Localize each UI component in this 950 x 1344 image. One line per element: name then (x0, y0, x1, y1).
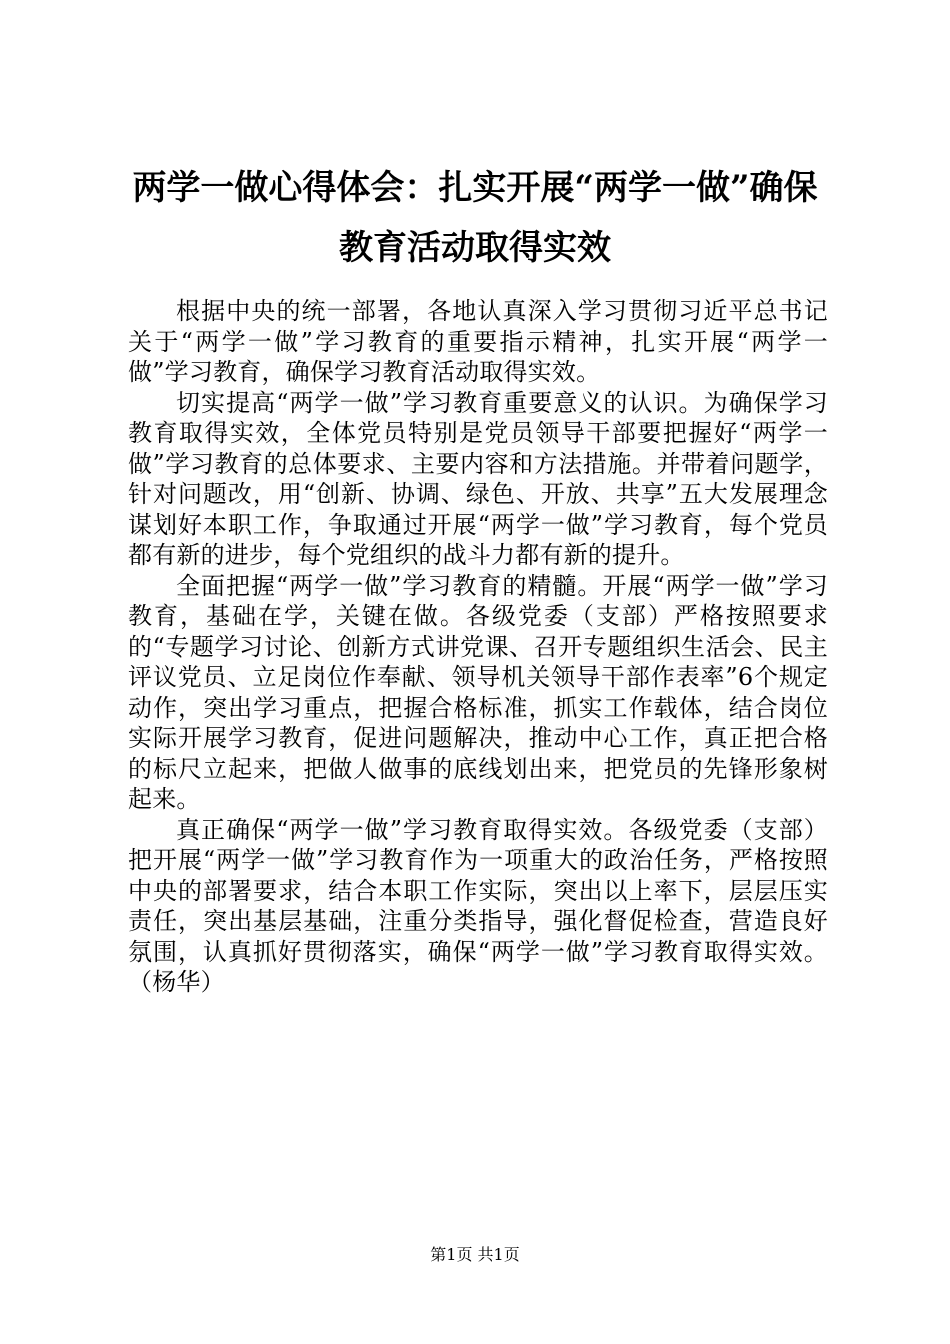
paragraph-1: 根据中央的统一部署，各地认真深入学习贯彻习近平总书记关于“两学一做”学习教育的重要指示精神，扎实开展“两学一做”学习教育，确保学习教育活动取得实效。 (128, 297, 828, 386)
paragraph-3: 全面把握“两学一做”学习教育的精髓。开展“两学一做”学习教育，基础在学，关键在做。各级党委（支部）严格按照要求的“专题学习讨论、创新方式讲党课、召开专题组织生活会、民主评议党员、立足岗位作奉献、领导机关领导干部作表率”6个规定动作，突出学习重点，把握合格标准，抓实工作载体，结合岗位实际开展学习教育，促进问题解决，推动中心工作，真正把合格的标尺立起来，把做人做事的底线划出来，把党员的先锋形象树起来。 (128, 571, 828, 813)
paragraph-2: 切实提高“两学一做”学习教育重要意义的认识。为确保学习教育取得实效，全体党员特别是党员领导干部要把握好“两学一做”学习教育的总体要求、主要内容和方法措施。并带着问题学，针对问题改，用“创新、协调、绿色、开放、共享”五大发展理念谋划好本职工作，争取通过开展“两学一做”学习教育，每个党员都有新的进步，每个党组织的战斗力都有新的提升。 (128, 388, 828, 569)
document-title: 两学一做心得体会：扎实开展“两学一做”确保教育活动取得实效 (132, 168, 818, 268)
paragraph-4: 真正确保“两学一做”学习教育取得实效。各级党委（支部）把开展“两学一做”学习教育作为一项重大的政治任务，严格按照中央的部署要求，结合本职工作实际，突出以上率下，层层压实责任，突出基层基础，注重分类指导，强化督促检查，营造良好氛围，认真抓好贯彻落实，确保“两学一做”学习教育取得实效。（杨华） (128, 815, 828, 996)
document-body (128, 296, 828, 998)
page-number-footer: 第1页 共1页 (430, 1245, 520, 1264)
